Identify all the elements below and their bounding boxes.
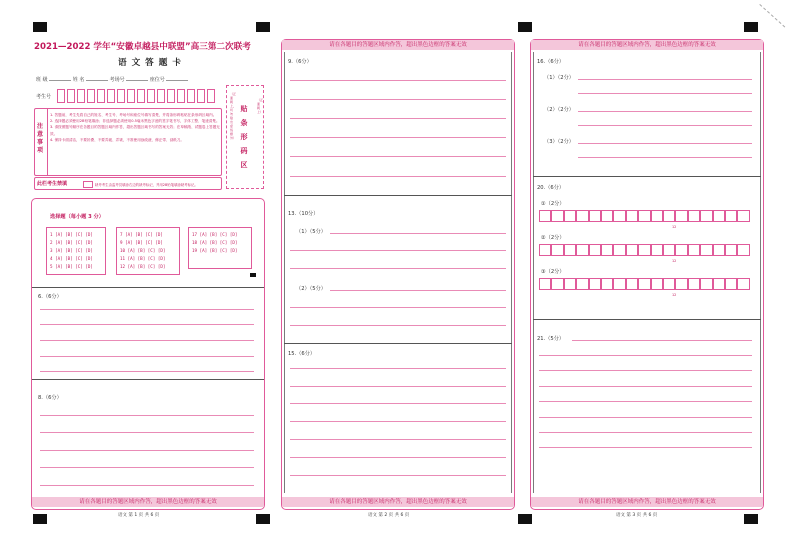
registration-mark-top-mid bbox=[256, 22, 270, 32]
info-fields bbox=[36, 76, 188, 83]
column-2-top-banner: 请在各题目的答题区域内作答，超出黑色边框的答案无效 bbox=[282, 40, 514, 50]
notice-item-4: 4. 保持卡面清洁，不要折叠、不要弄破、弄皱，不准使用涂改液、修正带、刮纸刀。 bbox=[50, 137, 184, 142]
question-15-title: 15.（6分） bbox=[288, 351, 316, 357]
page-2-footer: 语文 第 2 页 共 6 页 bbox=[368, 513, 410, 518]
mc-section bbox=[38, 207, 258, 287]
sheet-title: 语 文 答 题 卡 bbox=[118, 58, 182, 68]
question-13-title: 13.（10分） bbox=[288, 211, 319, 217]
mc-corner-mark bbox=[250, 273, 256, 277]
field-name-line[interactable] bbox=[86, 80, 108, 81]
barcode-side-right: （正面朝上） bbox=[257, 98, 264, 114]
field-class-label: 班 级 bbox=[36, 77, 48, 83]
mc-group-3[interactable]: 17 [A] [B] [C] [D] 18 [A] [B] [C] [D] 19 [A] [B] [C] [D] bbox=[188, 227, 252, 269]
notice-box bbox=[34, 108, 222, 176]
question-16-1-title: （1）（2分） bbox=[544, 75, 574, 81]
question-13-1-title: （1）（5分） bbox=[296, 229, 326, 235]
barcode-area bbox=[226, 85, 264, 189]
field-seat-line[interactable] bbox=[166, 80, 188, 81]
mc-group-1[interactable]: 1 [A] [B] [C] [D] 2 [A] [B] [C] [D] 3 [A] [B] [C] [D] 4 [A] [B] [C] [D] 5 [A] [B] [C] [D] bbox=[46, 227, 106, 275]
registration-mark-bottom-mid bbox=[256, 514, 270, 524]
registration-mark-top-mid2 bbox=[518, 22, 532, 32]
question-20-title: 20.（6分） bbox=[537, 185, 565, 191]
column-2-bottom-banner: 请在各题目的答题区域内作答，超出黑色边框的答案无效 bbox=[282, 497, 514, 507]
exam-no-boxes[interactable] bbox=[57, 89, 225, 105]
absent-label: 此栏考生禁填 bbox=[37, 181, 68, 187]
field-seat-label: 座位号 bbox=[149, 77, 165, 83]
question-16-2-title: （2）（2分） bbox=[544, 107, 574, 113]
question-16-title: 16.（6分） bbox=[537, 59, 565, 65]
column-3-answer-area[interactable] bbox=[533, 52, 761, 493]
notice-item-3: 3. 请按照题号顺序在各题目的答题区域内作答，超出答题区域书写的答案无效；在草稿纸、试题卷上答题无效。 bbox=[50, 125, 220, 136]
barcode-label: 贴 条 形 码 区 bbox=[240, 105, 248, 169]
question-21-title: 21.（5分） bbox=[537, 336, 565, 342]
question-20-1-count: 12 bbox=[672, 225, 677, 229]
question-6-title: 6.（6分） bbox=[38, 294, 62, 300]
question-13-2-title: （2）（5分） bbox=[296, 286, 326, 292]
mc-group-2[interactable]: 7 [A] [B] [C] [D] 9 [A] [B] [C] [D] 10 [A] [B] [C] [D] 11 [A] [B] [C] [D] 12 [A] [B] [C] [D] bbox=[116, 227, 180, 275]
absent-box bbox=[34, 177, 222, 190]
registration-mark-bottom-left bbox=[33, 514, 47, 524]
column-3-top-banner: 请在各题目的答题区域内作答，超出黑色边框的答案无效 bbox=[531, 40, 763, 50]
field-room-label: 考场号 bbox=[109, 77, 125, 83]
registration-mark-bottom-mid2 bbox=[518, 514, 532, 524]
notice-title: 注意事项 bbox=[37, 123, 44, 154]
question-20-1-title: ①（2分） bbox=[541, 201, 565, 207]
exam-title: 2021—2022 学年“安徽卓越县中联盟”高三第二次联考 bbox=[34, 42, 251, 52]
question-20-1-grid[interactable] bbox=[539, 210, 750, 222]
exam-no-label: 考生号 bbox=[36, 94, 52, 100]
registration-mark-top-right bbox=[744, 22, 758, 32]
question-16-3-title: （3）（2分） bbox=[544, 139, 574, 145]
field-name-label: 姓 名 bbox=[72, 77, 85, 83]
question-9-title: 9.（6分） bbox=[288, 59, 312, 65]
absent-note: 缺考考生由监考员填涂右边的缺考标记，并用2B铅笔填涂缺考标记。 bbox=[95, 182, 198, 187]
question-20-3-title: ③（2分） bbox=[541, 269, 565, 275]
question-20-2-grid[interactable] bbox=[539, 244, 750, 256]
corner-fold-line bbox=[759, 4, 785, 27]
question-20-2-title: ②（2分） bbox=[541, 235, 565, 241]
column-3-bottom-banner: 请在各题目的答题区域内作答，超出黑色边框的答案无效 bbox=[531, 497, 763, 507]
registration-mark-top-left bbox=[33, 22, 47, 32]
notice-item-2: 2. 选择题必须使用2B铅笔填涂；非选择题必须使用0.5毫米黑色字迹的签字笔书写，字体工整、笔迹清楚。 bbox=[50, 119, 220, 124]
question-8-title: 8.（6分） bbox=[38, 395, 62, 401]
column-1-bottom-banner: 请在各题目的答题区域内作答，超出黑色边框的答案无效 bbox=[32, 497, 264, 507]
barcode-side-left: （正面朝上，切勿贴出虚线框外） bbox=[230, 92, 237, 140]
notice-item-1: 1. 答题前，考生先将自己的姓名、考生号、考场号和座位号填写清楚，并将条形码粘贴在条形码区域内。 bbox=[50, 113, 217, 117]
registration-mark-bottom-right bbox=[744, 514, 758, 524]
page-3-footer: 语文 第 3 页 共 6 页 bbox=[616, 513, 658, 518]
question-20-3-grid[interactable] bbox=[539, 278, 750, 290]
mc-title: 选择题（每小题 3 分） bbox=[50, 214, 104, 220]
page-1-footer: 语文 第 1 页 共 6 页 bbox=[118, 513, 160, 518]
absent-mark-box[interactable] bbox=[83, 181, 93, 188]
field-class-line[interactable] bbox=[49, 80, 71, 81]
question-20-2-count: 12 bbox=[672, 259, 677, 263]
field-room-line[interactable] bbox=[126, 80, 148, 81]
question-20-3-count: 12 bbox=[672, 293, 677, 297]
